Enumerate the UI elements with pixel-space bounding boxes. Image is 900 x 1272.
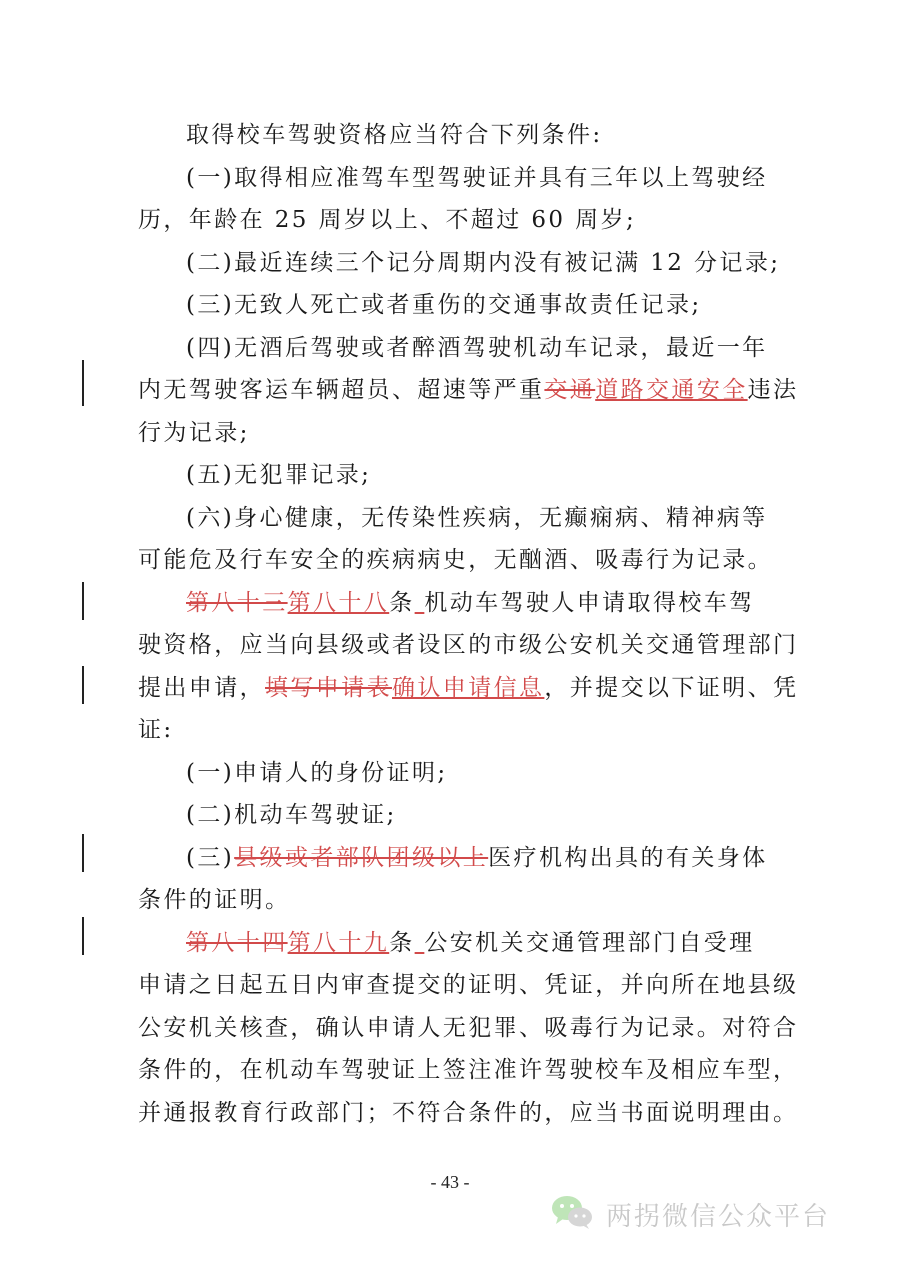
inserted-text: [415, 930, 425, 956]
text-line: [186, 928, 826, 958]
text-segment: 提出申请，: [138, 675, 265, 701]
text-segment: 条: [389, 930, 415, 956]
text-line: [186, 800, 826, 830]
text-segment: 取得校车驾驶资格应当符合下列条件:: [186, 122, 603, 148]
text-segment: 并通报教育行政部门；不符合条件的，应当书面说明理由。: [138, 1100, 799, 1126]
text-segment: 可能危及行车安全的疾病病史，无酗酒、吸毒行为记录。: [138, 547, 773, 573]
text-line: [138, 715, 778, 745]
text-segment: 证:: [138, 717, 174, 743]
text-segment: ，并提交以下证明、凭: [544, 675, 799, 701]
change-bar: [82, 834, 84, 872]
text-segment: 条件的证明。: [138, 887, 291, 913]
inserted-text: 道路交通安全: [595, 377, 748, 403]
text-line: [186, 588, 826, 618]
watermark: [548, 1192, 878, 1236]
text-line: [138, 1055, 799, 1085]
text-line: [138, 885, 778, 915]
change-bar: [82, 360, 84, 406]
text-line: [186, 163, 826, 193]
text-segment: 医疗机构出具的有关身体: [488, 845, 768, 871]
text-segment: 违法: [747, 377, 799, 403]
text-segment: 公安机关核查，确认申请人无犯罪、吸毒行为记录。对符合: [138, 1015, 799, 1041]
change-bar: [82, 582, 84, 620]
text-line: [138, 1013, 799, 1043]
text-segment: (一)申请人的身份证明;: [186, 760, 448, 786]
text-segment: 行为记录;: [138, 420, 250, 446]
text-line: [186, 248, 826, 278]
text-segment: 条件的，在机动车驾驶证上签注准许驾驶校车及相应车型，: [138, 1057, 799, 1083]
deleted-text: 第八十三: [186, 590, 288, 616]
text-segment: 条: [389, 590, 415, 616]
inserted-text: 确认申请信息: [392, 675, 545, 701]
deleted-text: 交通: [544, 377, 596, 403]
inserted-text: [415, 590, 425, 616]
text-segment: (三)无致人死亡或者重伤的交通事故责任记录;: [186, 292, 702, 318]
text-line: [186, 290, 826, 320]
deleted-text: 填写申请表: [265, 675, 392, 701]
text-line: [186, 758, 826, 788]
text-segment: (二)机动车驾驶证;: [186, 802, 397, 828]
inserted-text: 第八十八: [287, 590, 390, 616]
text-line: [138, 673, 799, 703]
text-segment: (二)最近连续三个记分周期内没有被记满 12 分记录;: [186, 250, 781, 276]
text-segment: 公安机关交通管理部门自受理: [424, 930, 755, 956]
deleted-text: 第八十四: [186, 930, 288, 956]
text-segment: 申请之日起五日内审查提交的证明、凭证，并向所在地县级: [138, 972, 799, 998]
wechat-icon: [548, 1192, 596, 1236]
deleted-text: 县级或者部队团级以上: [234, 845, 489, 871]
text-line: [138, 205, 778, 235]
text-segment: (一)取得相应准驾车型驾驶证并具有三年以上驾驶经: [186, 165, 768, 191]
change-bar: [82, 917, 84, 955]
text-line: [186, 460, 826, 490]
text-line: [138, 1098, 799, 1128]
text-segment: 内无驾驶客运车辆超员、超速等严重: [138, 377, 545, 403]
text-line: [186, 503, 826, 533]
text-segment: 历，年龄在 25 周岁以上、不超过 60 周岁;: [138, 207, 637, 233]
text-segment: 驶资格，应当向县级或者设区的市级公安机关交通管理部门: [138, 632, 799, 658]
text-line: [186, 120, 826, 150]
text-line: [186, 333, 826, 363]
page-number: - 43 -: [430, 1172, 470, 1192]
text-line: [138, 630, 799, 660]
text-segment: 机动车驾驶人申请取得校车驾: [424, 590, 755, 616]
text-line: [138, 545, 778, 575]
text-line: [138, 970, 799, 1000]
text-line: [138, 418, 778, 448]
text-segment: (三): [186, 845, 235, 871]
watermark-text: 两拐微信公众平台: [606, 1201, 831, 1232]
inserted-text: 第八十九: [287, 930, 390, 956]
text-line: [138, 375, 799, 405]
text-segment: (五)无犯罪记录;: [186, 462, 372, 488]
change-bar: [82, 666, 84, 704]
text-segment: (四)无酒后驾驶或者醉酒驾驶机动车记录，最近一年: [186, 335, 768, 361]
text-line: [186, 843, 826, 873]
text-segment: (六)身心健康，无传染性疾病，无癫痫病、精神病等: [186, 505, 768, 531]
